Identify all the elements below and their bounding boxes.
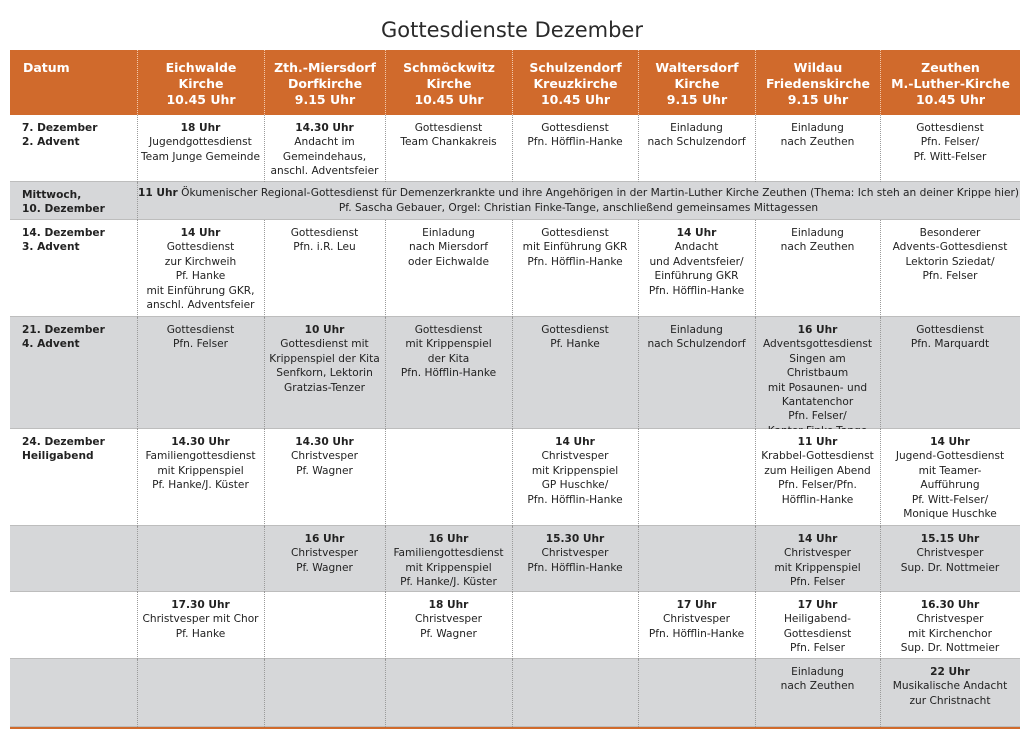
service-text: Christvesper (415, 613, 482, 626)
column-divider (137, 429, 138, 526)
service-text: Aufführung (920, 479, 980, 492)
header-church-7 (880, 50, 1020, 115)
service-cell (512, 532, 638, 575)
service-text: Gottesdienst (166, 241, 235, 254)
service-text: Gottesdienst (916, 122, 984, 134)
service-text: mit Krippenspiel (157, 464, 244, 477)
column-divider (880, 220, 881, 317)
column-divider (264, 429, 265, 526)
service-text: Sup. Dr. Nottmeier (900, 561, 1000, 574)
service-cell (264, 435, 385, 478)
service-text: Pfn. Höfflin-Hanke (648, 627, 745, 640)
column-divider (512, 220, 513, 317)
service-text: Pfn. Höfflin-Hanke (527, 136, 623, 149)
service-time: 11 Uhr (797, 436, 838, 448)
column-divider (512, 115, 513, 182)
header-church-4 (512, 50, 638, 115)
service-time: 16 Uhr (797, 324, 838, 336)
service-text: Einladung (670, 122, 723, 134)
header-church-time: 9.15 Uhr (787, 92, 849, 107)
page-title: Gottesdienste Dezember (381, 18, 643, 42)
header-church-line1: Schulzendorf (529, 60, 622, 75)
service-text: Familiengottesdienst (145, 450, 256, 463)
service-cell (137, 323, 264, 352)
service-text: mit Kirchenchor (908, 627, 992, 640)
service-text: Höfflin-Hanke (781, 493, 854, 506)
service-text: mit Einführung GKR, (146, 284, 255, 297)
date-cell (10, 323, 137, 352)
service-text: Pf. Wagner (420, 627, 477, 640)
service-time: 14.30 Uhr (295, 122, 354, 134)
service-time: 16 Uhr (304, 533, 345, 545)
service-text: Besonderer (919, 227, 981, 239)
service-text: Gottesdienst (541, 227, 609, 239)
service-text: Pfn. Felser (173, 338, 228, 351)
service-time: 17 Uhr (676, 599, 717, 611)
service-cell (755, 121, 880, 150)
service-cell (755, 598, 880, 656)
service-text: zur Christnacht (909, 694, 991, 707)
service-cell (385, 323, 512, 381)
service-cell (880, 323, 1020, 352)
service-cell (755, 226, 880, 255)
column-divider (385, 115, 386, 182)
service-text: Senfkorn, Lektorin (276, 367, 373, 380)
column-divider (137, 526, 138, 592)
ecumenical-time: 11 Uhr (137, 187, 178, 199)
service-text: Pfn. Höfflin-Hanke (527, 493, 623, 506)
column-divider (512, 592, 513, 659)
header-church-time: 10.45 Uhr (540, 92, 611, 107)
service-time: 17.30 Uhr (171, 599, 230, 611)
service-text: anschl. Adventsfeier (270, 165, 379, 178)
service-text: Pfn. Höfflin-Hanke (400, 367, 497, 380)
service-text: Gottesdienst (916, 324, 984, 336)
service-text: Gottesdienst (783, 627, 852, 640)
service-text: Heiligabend- (783, 613, 852, 626)
service-time: 15.15 Uhr (920, 533, 980, 545)
service-text: Monique Huschke (903, 508, 997, 521)
column-divider (385, 526, 386, 592)
service-text: Einführung GKR (654, 270, 739, 283)
service-text: Andacht im (294, 136, 355, 149)
column-divider (755, 220, 756, 317)
service-text: mit Teamer- (918, 464, 982, 477)
table-bottom-border (10, 727, 1020, 729)
column-divider (264, 526, 265, 592)
service-time: 14 Uhr (797, 533, 838, 545)
service-cell (137, 226, 264, 312)
service-text: Lektorin Sziedat/ (905, 255, 995, 268)
service-text: Pf. Hanke (175, 270, 226, 283)
column-divider (638, 429, 639, 526)
column-divider (755, 317, 756, 429)
service-text: nach Zeuthen (780, 241, 855, 254)
column-divider (137, 182, 138, 220)
header-church-line2: Kirche (178, 76, 224, 91)
header-date-label: Datum (23, 60, 70, 75)
service-text: mit Posaunen- und (767, 381, 868, 394)
service-text: Pfn. i.R. Leu (293, 241, 356, 254)
service-cell (137, 121, 264, 164)
header-church-time: 9.15 Uhr (666, 92, 728, 107)
header-church-line2: Dorfkirche (287, 76, 363, 91)
service-text: Pf. Hanke/J. Küster (152, 479, 249, 492)
service-text: Krabbel-Gottesdienst (761, 450, 874, 463)
service-time: 14.30 Uhr (171, 436, 230, 448)
service-text: Einladung (791, 122, 844, 134)
header-church-time: 10.45 Uhr (414, 92, 484, 107)
header-church-line2: M.-Luther-Kirche (891, 76, 1010, 91)
service-text: Pfn. Felser (790, 642, 845, 655)
header-church-time: 10.45 Uhr (166, 92, 236, 107)
service-text: und Adventsfeier/ (649, 255, 744, 268)
column-divider (755, 526, 756, 592)
service-cell (137, 435, 264, 493)
header-church-line1: Waltersdorf (655, 60, 739, 75)
service-text: Christvesper mit Chor (142, 613, 259, 626)
service-cell (638, 598, 755, 641)
column-divider (137, 659, 138, 727)
column-divider (638, 526, 639, 592)
service-cell (638, 121, 755, 150)
date-line: 3. Advent (22, 241, 80, 254)
service-cell (512, 226, 638, 269)
header-church-line1: Zeuthen (921, 60, 980, 75)
service-cell (512, 435, 638, 507)
column-divider (385, 659, 386, 727)
service-text: GP Huschke/ (541, 479, 609, 492)
header-church-line2: Kirche (674, 76, 720, 91)
header-church-time: 9.15 Uhr (294, 92, 356, 107)
service-text: Christvesper (784, 547, 851, 560)
service-time: 10 Uhr (304, 324, 345, 336)
service-cell (880, 226, 1020, 284)
service-text: Pf. Hanke (175, 627, 226, 640)
service-time: 18 Uhr (428, 599, 469, 611)
service-text: Christvesper (291, 547, 358, 560)
service-text: Advents-Gottesdienst (892, 241, 1008, 254)
service-text: Pfn. Marquardt (910, 338, 990, 351)
service-cell (264, 532, 385, 575)
service-text: Familiengottesdienst (393, 547, 504, 560)
service-text: Team Chankakreis (400, 136, 497, 149)
column-divider (264, 220, 265, 317)
header-church-6 (755, 50, 880, 115)
header-church-time: 10.45 Uhr (915, 92, 986, 107)
service-text: Pf. Wagner (296, 561, 353, 574)
date-line: 24. Dezember (22, 436, 105, 448)
service-cell (385, 532, 512, 590)
service-text: Pf. Hanke/J. Küster (400, 576, 497, 589)
service-text: Pfn. Felser/ (920, 136, 980, 149)
service-text: Jugendgottesdienst (149, 136, 252, 149)
service-text: Jugend-Gottesdienst (895, 450, 1005, 463)
service-time: 14 Uhr (180, 227, 221, 239)
service-cell (880, 435, 1020, 521)
service-text: mit Einführung GKR (522, 241, 628, 254)
column-divider (264, 592, 265, 659)
service-text: Christvesper (291, 450, 358, 463)
column-divider (385, 592, 386, 659)
date-cell (10, 121, 137, 150)
service-text: Einladung (670, 324, 723, 336)
service-text: Pfn. Felser/ (788, 410, 847, 423)
service-cell (880, 121, 1020, 164)
service-text: Einladung (422, 227, 475, 239)
service-cell (264, 226, 385, 255)
service-text: Christvesper (916, 547, 984, 560)
service-text: Christvesper (663, 613, 730, 626)
service-text: Gottesdienst (414, 324, 483, 336)
service-text: Kantatenchor (781, 396, 854, 409)
header-church-line2: Kirche (426, 76, 472, 91)
service-text: mit Krippenspiel (405, 561, 492, 574)
service-cell (512, 121, 638, 150)
service-cell (638, 226, 755, 298)
header-church-5 (638, 50, 755, 115)
service-text: Gottesdienst (290, 227, 359, 239)
ecumenical-service-note (137, 186, 1020, 216)
column-divider (638, 592, 639, 659)
header-date (10, 50, 137, 115)
service-time: 17 Uhr (797, 599, 838, 611)
service-text: Gottesdienst (541, 122, 609, 134)
column-divider (137, 592, 138, 659)
column-divider (385, 317, 386, 429)
column-divider (512, 317, 513, 429)
service-text: Gottesdienst (166, 324, 235, 336)
service-cell (880, 532, 1020, 575)
service-text: Pf. Hanke (550, 338, 600, 351)
service-text: zum Heiligen Abend (764, 464, 871, 477)
service-text: Pfn. Felser/Pfn. (778, 479, 857, 492)
service-text: Einladung (791, 666, 844, 678)
date-cell (10, 188, 137, 217)
service-cell (755, 532, 880, 590)
service-text: anschl. Adventsfeier (146, 299, 255, 312)
service-text: Gottesdienst mit (280, 338, 369, 351)
column-divider (638, 317, 639, 429)
service-text: Pfn. Höfflin-Hanke (648, 284, 745, 297)
service-cell (755, 323, 880, 438)
service-text: nach Zeuthen (780, 136, 855, 149)
service-text: Musikalische Andacht (892, 680, 1008, 693)
service-cell (264, 323, 385, 395)
header-church-line2: Kreuzkirche (533, 76, 618, 91)
service-text: mit Krippenspiel (531, 464, 619, 477)
date-line: 7. Dezember (22, 122, 98, 134)
ecumenical-line-1 (137, 186, 1020, 201)
service-time: 15.30 Uhr (545, 533, 605, 545)
service-text: oder Eichwalde (408, 255, 489, 268)
service-text: Einladung (791, 227, 844, 239)
service-time: 14 Uhr (555, 436, 595, 448)
column-divider (880, 317, 881, 429)
service-time: 14.30 Uhr (295, 436, 354, 448)
service-text: Singen am Christbaum (786, 352, 849, 380)
date-cell (10, 226, 137, 255)
service-text: Pfn. Höfflin-Hanke (527, 561, 623, 574)
column-divider (385, 429, 386, 526)
column-divider (512, 429, 513, 526)
service-text: Pf. Witt-Felser/ (911, 493, 989, 506)
service-text: mit Krippenspiel (405, 338, 492, 351)
date-line: 2. Advent (22, 136, 80, 149)
date-line: Mittwoch, (22, 189, 82, 201)
date-line: 14. Dezember (22, 227, 105, 239)
column-divider (638, 115, 639, 182)
service-cell (880, 598, 1020, 656)
column-divider (264, 115, 265, 182)
service-text: Pf. Witt-Felser (913, 150, 987, 163)
service-text: Pfn. Höfflin-Hanke (527, 255, 623, 268)
service-text: nach Schulzendorf (647, 338, 746, 351)
service-cell (512, 323, 638, 352)
service-text: Pfn. Felser (790, 576, 845, 589)
column-divider (137, 220, 138, 317)
service-time: 18 Uhr (180, 122, 221, 134)
service-text: der Kita (427, 352, 470, 365)
service-text: Team Junge Gemeinde (141, 150, 260, 163)
service-text: Christvesper (916, 613, 984, 626)
service-text: Gratzias-Tenzer (284, 381, 365, 394)
service-text: Christvesper (541, 547, 609, 560)
header-church-line1: Wildau (793, 60, 843, 75)
column-divider (385, 220, 386, 317)
service-text: Gottesdienst (541, 324, 609, 336)
service-time: 14 Uhr (930, 436, 970, 448)
service-text: nach Zeuthen (780, 680, 855, 693)
header-church-3 (385, 50, 512, 115)
column-divider (880, 659, 881, 727)
service-text: nach Schulzendorf (647, 136, 746, 149)
column-divider (512, 659, 513, 727)
column-divider (137, 317, 138, 429)
service-text: Gemeindehaus, (282, 150, 367, 163)
service-text: Sup. Dr. Nottmeier (900, 642, 1000, 655)
date-line: Heiligabend (22, 450, 94, 463)
service-time: 14 Uhr (676, 227, 717, 239)
column-divider (755, 115, 756, 182)
header-church-line1: Zth.-Miersdorf (274, 60, 376, 75)
service-cell (755, 435, 880, 507)
column-divider (755, 429, 756, 526)
header-church-line1: Schmöckwitz (403, 60, 495, 75)
service-text: Gottesdienst (414, 122, 483, 134)
service-cell (385, 121, 512, 150)
column-divider (638, 220, 639, 317)
service-text: zur Kirchweih (164, 255, 237, 268)
header-church-1 (137, 50, 264, 115)
service-cell (638, 323, 755, 352)
date-line: 4. Advent (22, 338, 80, 351)
service-text: Christvesper (541, 450, 609, 463)
service-time: 16.30 Uhr (920, 599, 980, 611)
service-time: 16 Uhr (428, 533, 469, 545)
service-text: Andacht (674, 241, 719, 254)
column-divider (264, 659, 265, 727)
column-divider (755, 592, 756, 659)
column-divider (755, 659, 756, 727)
service-cell (385, 598, 512, 641)
service-cell (137, 598, 264, 641)
date-line: 21. Dezember (22, 324, 105, 336)
header-church-line1: Eichwalde (165, 60, 237, 75)
service-cell (755, 665, 880, 694)
column-divider (880, 429, 881, 526)
header-church-line2: Friedenskirche (766, 76, 870, 91)
date-cell (10, 435, 137, 464)
ecumenical-line-2: Pf. Sascha Gebauer, Orgel: Christian Finke-Tange, anschließend gemeinsames Mittagessen (338, 202, 819, 214)
column-divider (880, 592, 881, 659)
service-text: mit Krippenspiel (774, 561, 861, 574)
column-divider (137, 115, 138, 182)
service-time: 22 Uhr (930, 666, 970, 678)
service-text: nach Miersdorf (409, 241, 488, 254)
service-text: Pf. Wagner (296, 464, 353, 477)
column-divider (880, 526, 881, 592)
column-divider (264, 317, 265, 429)
service-cell (385, 226, 512, 269)
service-cell (264, 121, 385, 179)
date-line: 10. Dezember (22, 203, 105, 216)
header-church-2 (264, 50, 385, 115)
column-divider (512, 526, 513, 592)
column-divider (880, 115, 881, 182)
service-text: Adventsgottesdienst (762, 338, 873, 351)
service-text: Krippenspiel der Kita (269, 352, 380, 365)
column-divider (638, 659, 639, 727)
service-cell (880, 665, 1020, 708)
service-text: Pfn. Felser (922, 270, 978, 283)
ecumenical-text: Ökumenischer Regional-Gottesdienst für Demenzerkrankte und ihre Angehörigen in der Martin-Luther Kirche Zeuthen (Thema: Ich steh an deiner Krippe hier) (181, 187, 1020, 199)
